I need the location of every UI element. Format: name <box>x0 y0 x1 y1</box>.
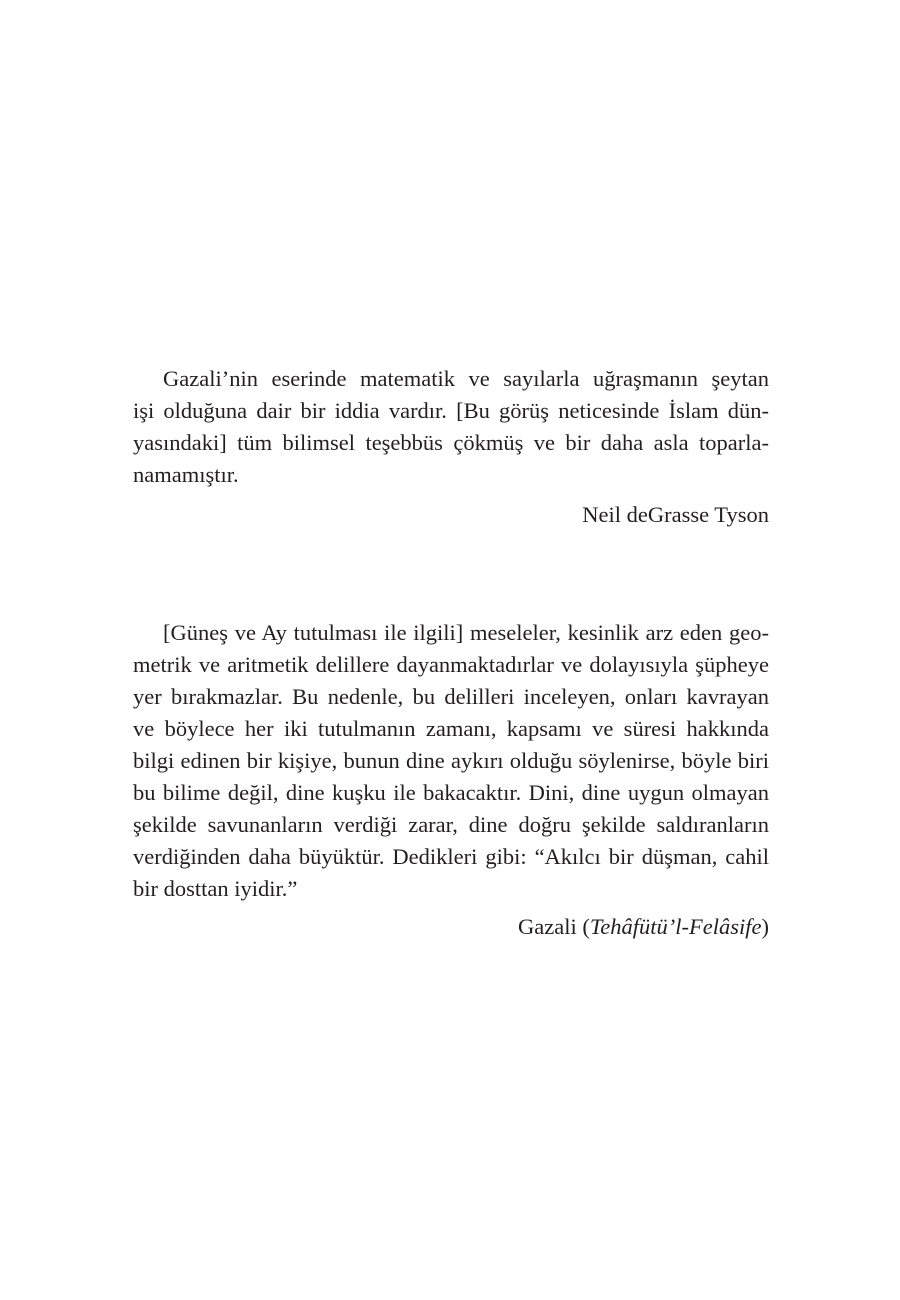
attribution-open-paren: ( <box>576 914 590 939</box>
epigraph-gazali <box>133 617 769 943</box>
epigraph-tyson <box>133 363 769 531</box>
attribution-work-title: Tehâfütü’l-Felâsife <box>589 914 762 939</box>
epigraph-line: verdiğinden daha büyüktür. Dedikleri gibi: “Akılcı bir düşman, cahil <box>133 844 769 869</box>
epigraph-attribution <box>133 911 769 943</box>
epigraph-line: namamıştır. <box>133 462 239 487</box>
epigraph-line: [Güneş ve Ay tutulması ile ilgili] meseleler, kesinlik arz eden geo- <box>163 620 769 645</box>
epigraph-line: işi olduğuna dair bir iddia vardır. [Bu görüş neticesinde İslam dün- <box>133 398 769 423</box>
epigraph-line: yer bırakmazlar. Bu nedenle, bu delilleri inceleyen, onları kavrayan <box>133 684 769 709</box>
attribution-close-paren: ) <box>761 914 769 939</box>
epigraph-line: Gazali’nin eserinde matematik ve sayılarla uğraşmanın şeytan <box>163 366 769 391</box>
attribution-author: Gazali <box>518 914 577 939</box>
attribution-author: Neil deGrasse Tyson <box>582 502 769 527</box>
epigraph-attribution <box>133 499 769 531</box>
epigraph-line: bilgi edinen bir kişiye, bunun dine aykırı olduğu söylenirse, böyle biri <box>133 748 769 773</box>
epigraph-line: ve böylece her iki tutulmanın zamanı, kapsamı ve süresi hakkında <box>133 716 769 741</box>
epigraph-line: yasındaki] tüm bilimsel teşebbüs çökmüş ve bir daha asla toparla- <box>133 430 769 455</box>
epigraph-line: metrik ve aritmetik delillere dayanmaktadırlar ve dolayısıyla şüpheye <box>133 652 769 677</box>
epigraph-line: bir dosttan iyidir.” <box>133 876 298 901</box>
epigraph-line: şekilde savunanların verdiği zarar, dine doğru şekilde saldıranların <box>133 812 769 837</box>
epigraph-line: bu bilime değil, dine kuşku ile bakacaktır. Dini, dine uygun olmayan <box>133 780 769 805</box>
